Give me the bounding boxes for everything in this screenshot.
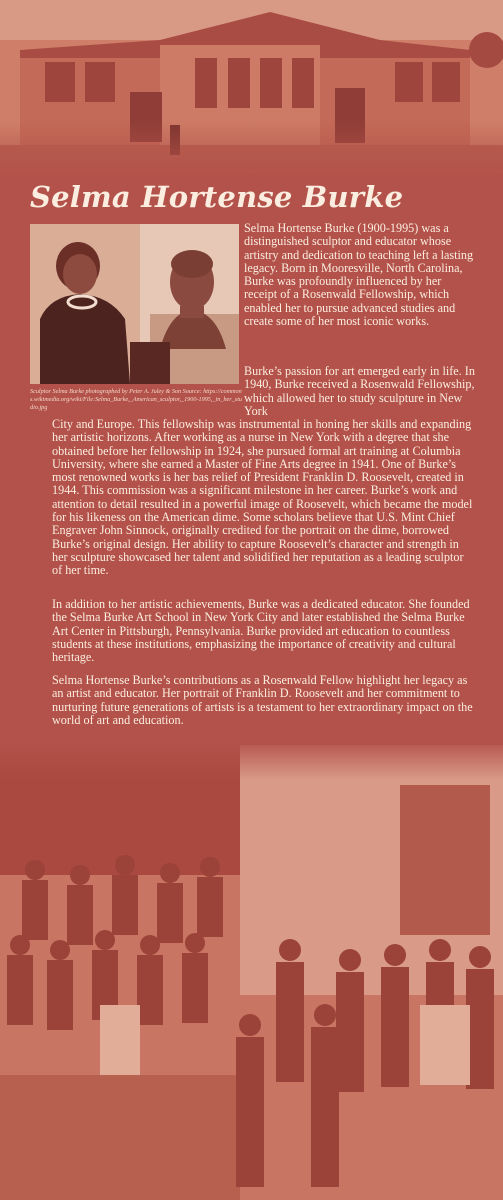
portrait-photo — [30, 224, 239, 384]
top-fade — [0, 120, 503, 180]
students-photo — [0, 745, 503, 1200]
students-illustration — [0, 745, 503, 1200]
paragraph-passion-continued: City and Europe. This fellowship was instrumental in honing her skills and expanding her artistic horizons. After working as a nurse in New York with a degree that she obtained before her fellowship in 1924, she pursued formal art training at Columbia University, where she earned a Master of Fine Arts degree in 1941. One of Burke’s most renowned works is her bas relief of President Franklin D. Roosevelt, created in 1944. This commission was a significant milestone in her career. Burke’s work and attention to detail resulted in a powerful image of Roosevelt, which became the model for his likeness on the American dime. Some scholars believe that U.S. Mint Chief Engraver John Sinnock, originally credited for the portrait on the dime, borrowed Burke’s original design. Her ability to capture Roosevelt’s character and strength in her sculpture showcased her talent and solidified her reputation as a leading sculptor of her time. — [52, 417, 473, 578]
paragraph-intro: Selma Hortense Burke (1900-1995) was a distinguished sculptor and educator whose artistry and dedication to teaching left a lasting legacy. Born in Mooresville, North Carolina, Burke was profoundly influenced by her receipt of a Rosenwald Fellowship, which enabled her to pursue advanced studies and create some of her most iconic works. — [244, 221, 474, 329]
paragraph-educator: In addition to her artistic achievements, Burke was a dedicated educator. She founded the Selma Burke Art School in New York City and later established the Selma Burke Art Center in Pittsburgh, Pennsylvania. Burke provided art education to countless students at these institutions, emphasizing the importance of creativity and cultural heritage. — [52, 597, 470, 665]
paragraph-legacy: Selma Hortense Burke’s contributions as a Rosenwald Fellow highlight her legacy as an artist and educator. Her portrait of Franklin D. Roosevelt and her commitment to nurturing future generations of artists is a testament to her extraordinary impact on the world of art and education. — [52, 673, 473, 727]
page-title: Selma Hortense Burke — [30, 180, 404, 214]
paragraph-passion-start: Burke’s passion for art emerged early in life. In 1940, Burke received a Rosenwald Fellowship, which allowed her to study sculpture in New York — [244, 364, 475, 418]
bottom-fade — [0, 740, 503, 780]
photo-caption: Sculptor Selma Burke photographed by Peter A. Juley & Son Source: https://commons.wikimedia.org/wiki/File:Selma_Burke,_American_sculptor,_1900-1995,_in_her_studio.jpg — [30, 388, 243, 411]
portrait-illustration — [30, 224, 239, 384]
